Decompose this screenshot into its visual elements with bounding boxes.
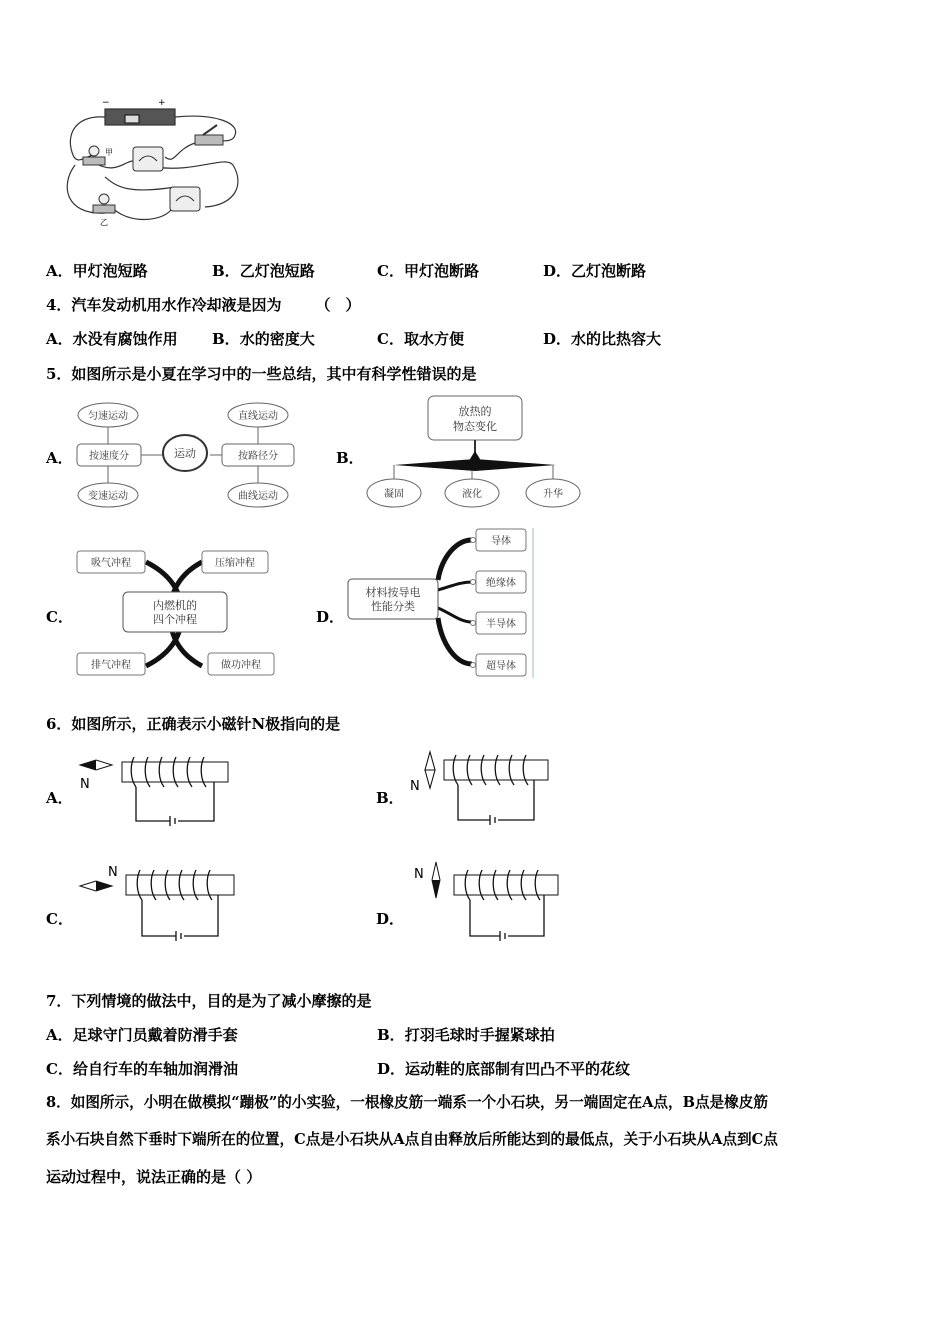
diagA-center: 运动: [174, 447, 196, 460]
q6-figure-a: [76, 755, 236, 835]
diagA-bl: 变速运动: [88, 491, 128, 502]
q7-option-c: C．给自行车的车轴加润滑油: [46, 1060, 238, 1078]
q7-stem: 7．下列情境的做法中，目的是为了减小摩擦的是: [46, 992, 372, 1010]
q5-diagram-b: [362, 393, 587, 513]
bulb-yi-icon: [93, 194, 115, 213]
q6-figure-b: [408, 750, 558, 834]
diagA-right: 按路径分: [238, 451, 278, 462]
q7-option-a: A．足球守门员戴着防滑手套: [46, 1026, 238, 1044]
bulb-yi-label: 乙: [100, 218, 108, 227]
q6-label-d: D．: [376, 910, 405, 928]
q5-label-d: D．: [316, 608, 345, 626]
diagC-center2: 四个冲程: [153, 613, 197, 626]
q6-label-a: A．: [46, 789, 73, 807]
diagB-item: 升华: [543, 489, 563, 500]
q5-diagram-d: [342, 526, 542, 681]
diagD-item: 超导体: [486, 661, 516, 672]
q5-label-c: C．: [46, 608, 73, 626]
diagC-tl: 吸气冲程: [91, 558, 131, 569]
compass-n-label: N: [414, 867, 424, 882]
q8-line3: 运动过程中，说法正确的是（ ）: [46, 1168, 262, 1186]
diagD-item: 导体: [491, 536, 511, 547]
q4-stem: 4．汽车发动机用水作冷却液是因为 （ ）: [46, 296, 361, 314]
q3-option-c: C．甲灯泡断路: [377, 262, 479, 280]
switch-icon: [195, 125, 223, 145]
q5-stem: 5．如图所示是小夏在学习中的一些总结，其中有科学性错误的是: [46, 365, 477, 383]
diagD-center1: 材料按导电: [365, 586, 421, 599]
q6-figure-c: [78, 862, 238, 946]
q5-label-b: B．: [336, 449, 364, 467]
battery-plus: +: [158, 98, 166, 108]
q5-diagram-c: [74, 546, 279, 681]
q6-stem: 6．如图所示，正确表示小磁针N极指向的是: [46, 715, 341, 733]
q5-label-a: A．: [46, 449, 73, 467]
diagB-item: 凝固: [384, 489, 404, 500]
diagD-center2: 性能分类: [371, 600, 415, 613]
q4-option-b: B．水的密度大: [212, 330, 315, 348]
q4-option-d: D．水的比热容大: [543, 330, 662, 348]
diagA-left: 按速度分: [89, 451, 129, 462]
q3-option-d: D．乙灯泡断路: [543, 262, 647, 280]
compass-n-label: N: [410, 779, 420, 794]
bulb-jia-label: 甲: [105, 148, 113, 157]
q5-diagram-a: [72, 397, 302, 515]
q3-option-a: A．甲灯泡短路: [46, 262, 148, 280]
diagA-tl: 匀速运动: [88, 411, 128, 422]
battery-minus: −: [102, 98, 110, 108]
diagB-title1: 放热的: [458, 405, 492, 418]
compass-n-label: N: [108, 865, 118, 880]
diagA-br: 曲线运动: [238, 491, 278, 502]
ammeter-icon: [133, 147, 163, 171]
diagD-item: 绝缘体: [486, 578, 516, 589]
q3-option-b: B．乙灯泡短路: [212, 262, 315, 280]
diagD-item: 半导体: [486, 619, 516, 630]
q6-label-b: B．: [376, 789, 404, 807]
diagC-bl: 排气冲程: [91, 660, 131, 671]
q4-option-c: C．取水方便: [377, 330, 464, 348]
circuit-figure: [55, 95, 250, 230]
diagC-center1: 内燃机的: [153, 599, 197, 612]
q6-figure-d: [412, 860, 562, 946]
q7-option-d: D．运动鞋的底部制有凹凸不平的花纹: [377, 1060, 631, 1078]
diagC-br: 做功冲程: [221, 660, 261, 671]
q8-line1: 8．如图所示，小明在做模拟“蹦极”的小实验，一根橡皮筋一端系一个小石块，另一端固定在A点，B点是橡皮筋: [46, 1094, 768, 1111]
compass-n-label: N: [80, 777, 90, 792]
diagB-item: 液化: [462, 489, 482, 500]
diagA-tr: 直线运动: [238, 411, 278, 422]
diagC-tr: 压缩冲程: [215, 558, 255, 569]
bulb-jia-icon: [83, 146, 105, 165]
diagB-title2: 物态变化: [453, 420, 497, 433]
q7-option-b: B．打羽毛球时手握紧球拍: [377, 1026, 555, 1044]
voltmeter-icon: [170, 187, 200, 211]
q8-line2: 系小石块自然下垂时下端所在的位置，C点是小石块从A点自由释放后所能达到的最低点，关于小石块从A点到C点: [46, 1131, 778, 1148]
q6-label-c: C．: [46, 910, 73, 928]
q4-option-a: A．水没有腐蚀作用: [46, 330, 178, 348]
